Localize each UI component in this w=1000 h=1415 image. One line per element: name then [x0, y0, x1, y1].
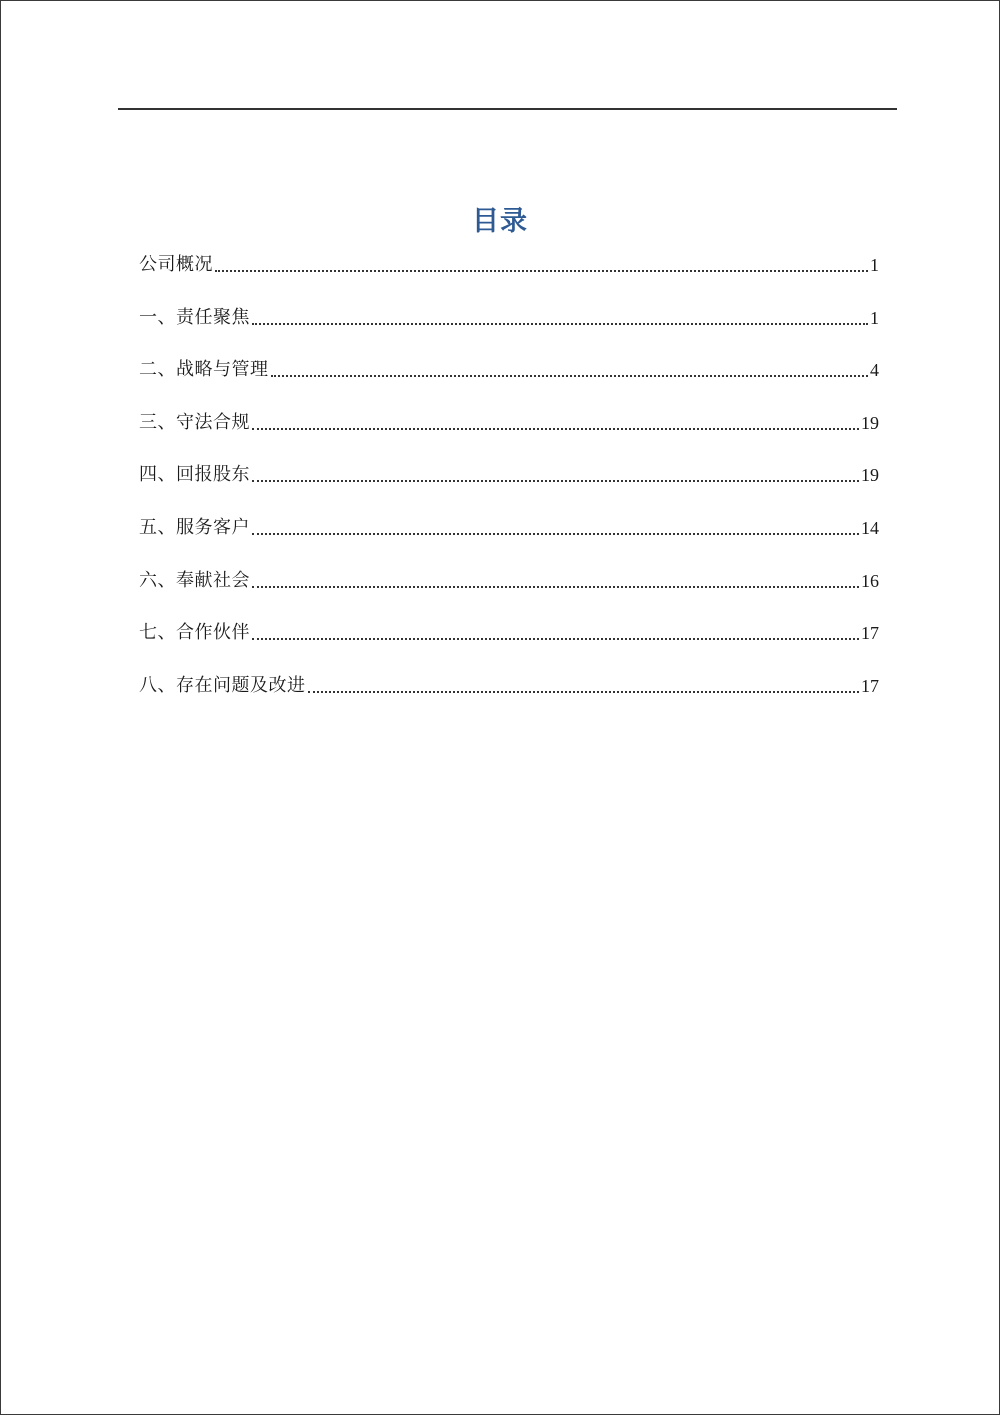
toc-page-number: 19 [861, 412, 879, 433]
toc-page-number: 1 [870, 307, 879, 328]
toc-entry-label: 八、存在问题及改进 [139, 674, 306, 696]
toc-entry-label: 六、奉献社会 [139, 569, 250, 591]
toc-dot-leader [252, 480, 859, 482]
toc-entry-strategy-management[interactable] [139, 357, 879, 383]
toc-entry-company-overview[interactable] [139, 252, 879, 278]
toc-entry-society[interactable] [139, 568, 879, 594]
toc-entry-customers[interactable] [139, 515, 879, 541]
toc-page-number: 16 [861, 570, 879, 591]
toc-dot-leader [252, 323, 868, 325]
toc-entry-label: 四、回报股东 [139, 464, 250, 486]
toc-dot-leader [308, 691, 860, 693]
toc-entry-label: 二、战略与管理 [139, 359, 269, 381]
toc-entry-label: 一、责任聚焦 [139, 306, 250, 328]
toc-entry-label: 公司概况 [139, 254, 213, 275]
toc-dot-leader [252, 533, 859, 535]
toc-entry-shareholders[interactable] [139, 462, 879, 488]
toc-entry-label: 五、服务客户 [139, 516, 250, 538]
toc-page-number: 4 [870, 360, 879, 381]
toc-entry-label: 三、守法合规 [139, 411, 250, 433]
toc-entry-responsibility-focus[interactable] [139, 305, 879, 331]
toc-page-number: 17 [861, 675, 879, 696]
toc-dot-leader [271, 375, 869, 377]
toc-dot-leader [252, 428, 859, 430]
toc-entry-label: 七、合作伙伴 [139, 622, 250, 644]
table-of-contents [139, 252, 879, 725]
toc-page-number: 1 [870, 255, 879, 275]
header-rule [118, 108, 897, 110]
toc-dot-leader [252, 586, 859, 588]
toc-page-number: 17 [861, 623, 879, 644]
toc-page-number: 14 [861, 517, 879, 538]
toc-page-number: 19 [861, 465, 879, 486]
toc-entry-partners[interactable] [139, 620, 879, 646]
page-title: 目录 [472, 206, 528, 238]
toc-entry-compliance[interactable] [139, 410, 879, 436]
toc-entry-issues-improvement[interactable] [139, 673, 879, 699]
toc-dot-leader [252, 638, 859, 640]
toc-dot-leader [215, 270, 868, 272]
